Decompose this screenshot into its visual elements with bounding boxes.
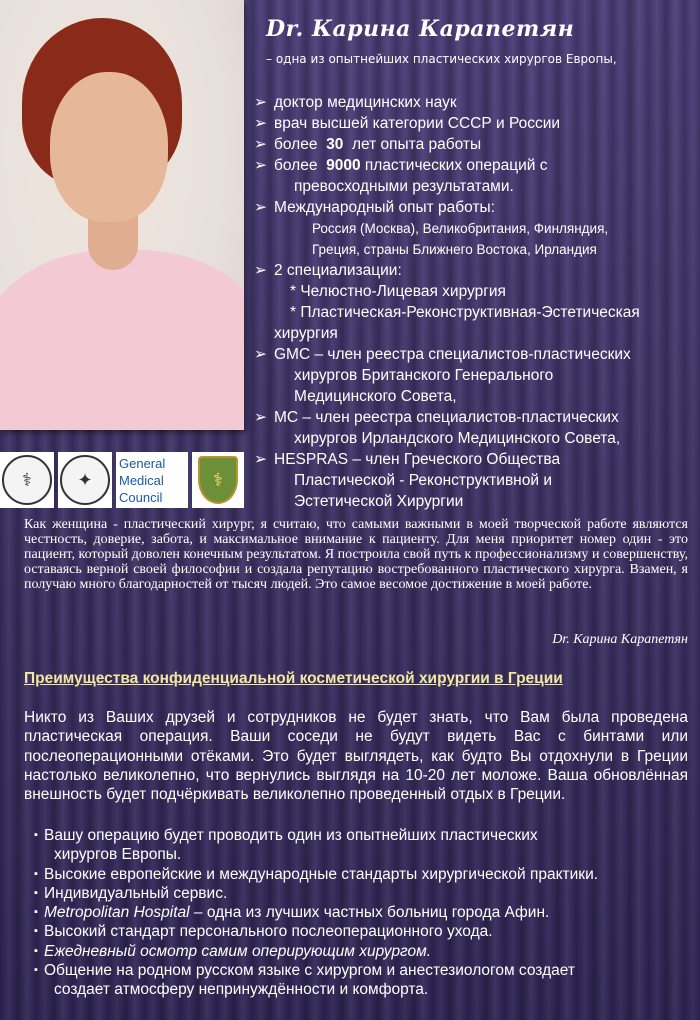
advantages-intro: Никто из Ваших друзей и сотрудников не будет знать, что Вам была проведена пластическая операция. Ваши соседи не будут видеть Вас с бинтами или послеоперационными отёками. Это будет выглядеть, как будто Вы отдохнули в Греции настолько великолепно, что вернулись выглядя на 10-20 лет моложе. Ваша обновлённая внешность будет подчёркивать великолепно проведенный отдых в Греции. — [24, 709, 688, 804]
photo-shirt — [0, 250, 244, 430]
doctor-name: Dr. Карина Карапетян — [266, 16, 575, 42]
logo-hespras — [192, 452, 244, 508]
benefit-item: ▪ Высокий стандарт персонального послеоперационного ухода. — [34, 922, 688, 941]
arrow-bullet-icon: ➢ — [254, 157, 267, 174]
credential-item: ➢ 2 специализации: * Челюстно-Лицевая хирургия * Пластическая-Реконструктивная-Эстетическая хирургия — [254, 262, 640, 342]
advantages-heading: Преимущества конфиденциальной косметической хирургии в Греции — [24, 670, 563, 687]
benefit-item: ▪ Общение на родном русском языке с хирургом и анестезиологом создает создает атмосферу непринуждённости и комфорта. — [34, 961, 688, 1000]
doctor-subtitle: – одна из опытнейших пластических хирургов Европы, — [266, 52, 617, 66]
photo-face — [50, 72, 168, 222]
credential-item: ➢ GMC – член реестра специалистов-пластических хирургов Британского Генерального Медицинского Совета, — [254, 346, 631, 405]
quote-signature: Dr. Карина Карапетян — [552, 632, 688, 647]
doctor-photo — [0, 0, 244, 430]
logo-society-2 — [58, 452, 112, 508]
seal-icon: ⚕ — [2, 455, 52, 505]
benefit-item: ▪ Высокие европейские и международные стандарты хирургической практики. — [34, 865, 688, 884]
credentials-list — [254, 92, 694, 512]
arrow-bullet-icon: ➢ — [254, 94, 267, 111]
arrow-bullet-icon: ➢ — [254, 199, 267, 216]
accreditation-logos — [0, 452, 244, 510]
credential-item: ➢ MC – член реестра специалистов-пластических хирургов Ирландского Медицинского Совета, — [254, 409, 621, 447]
benefit-item: ▪ Вашу операцию будет проводить один из опытнейших пластических хирургов Европы. — [34, 826, 688, 865]
logo-society-1 — [0, 452, 54, 508]
caduceus-shield-icon: ⚕ — [198, 456, 238, 504]
seal-icon: ✦ — [60, 455, 110, 505]
credential-item: ➢ врач высшей категории СССР и России — [254, 115, 561, 132]
credential-item: ➢ доктор медицинских наук — [254, 94, 457, 111]
doctor-quote: Как женщина - пластический хирург, я считаю, что самыми важными в моей творческой работе являются честность, доверие, забота, и максимальное внимание к пациенту. Для меня приоритет номер один - это пациент, который доволен конечным результатом. Я построила свой путь к профессионализму и совершенству, оставаясь верной своей философии и создала репутацию востребованного пластического хирурга. Взамен, я получаю много благодарностей от тысяч людей. Это самое весомое достижение в моей работе. — [24, 517, 688, 592]
credential-item: ➢ более 30 лет опыта работы — [254, 136, 482, 153]
benefit-item: ▪ Индивидуальный сервис. — [34, 884, 688, 903]
credential-item: ➢ HESPRAS – член Греческого Общества Пластической - Реконструктивной и Эстетической Хирургии — [254, 451, 561, 510]
arrow-bullet-icon: ➢ — [254, 346, 267, 363]
arrow-bullet-icon: ➢ — [254, 451, 267, 468]
benefit-item: ▪ Metropolitan Hospital – одна из лучших частных больниц города Афин. — [34, 903, 688, 922]
arrow-bullet-icon: ➢ — [254, 409, 267, 426]
arrow-bullet-icon: ➢ — [254, 115, 267, 132]
benefits-list — [34, 826, 688, 1000]
arrow-bullet-icon: ➢ — [254, 136, 267, 153]
arrow-bullet-icon: ➢ — [254, 262, 267, 279]
credential-item: ➢ Международный опыт работы: Россия (Москва), Великобритания, Финляндия, Греция, страны Ближнего Востока, Ирландия — [254, 199, 609, 257]
credential-item: ➢ более 9000 пластических операций с превосходными результатами. — [254, 157, 548, 195]
benefit-item: ▪ Ежедневный осмотр самим оперирующим хирургом. — [34, 942, 688, 961]
logo-gmc: General Medical Council — [116, 452, 188, 508]
